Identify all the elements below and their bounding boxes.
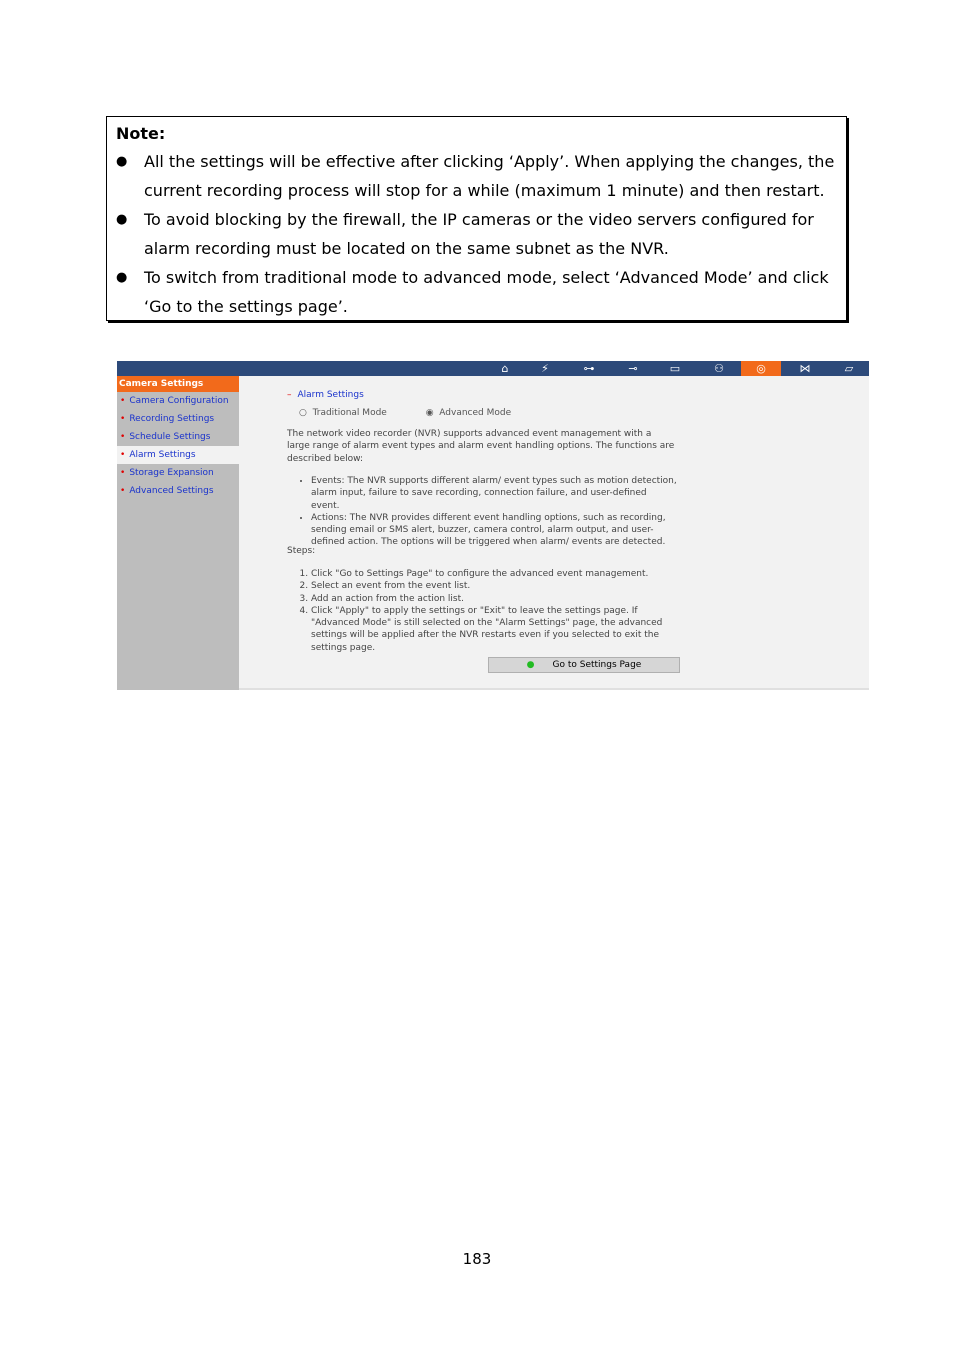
list-item: 1. Click "Go to Settings Page" to configure the advanced event management. bbox=[311, 568, 677, 580]
sidebar-item-storage-expansion[interactable]: • Storage Expansion bbox=[120, 468, 214, 478]
section-title[interactable]: – Alarm Settings bbox=[287, 390, 364, 400]
network-icon[interactable]: ⊶ bbox=[583, 362, 595, 375]
list-item: • Events: The NVR supports different alarm/ event types such as motion detection, alarm input, failure to save recording, connection failure, and user-defined event. bbox=[311, 475, 677, 512]
camera-icon[interactable]: ◎ bbox=[741, 361, 781, 376]
sidebar-item-advanced-settings[interactable]: • Advanced Settings bbox=[120, 486, 214, 496]
page-number: 183 bbox=[462, 1250, 492, 1268]
bullet-icon: ● bbox=[116, 270, 128, 285]
bullet-icon: ● bbox=[116, 154, 128, 169]
bowtie-icon[interactable]: ⋈ bbox=[799, 362, 811, 375]
users-icon[interactable]: ⚇ bbox=[714, 362, 724, 375]
list-item: 2. Select an event from the event list. bbox=[311, 580, 677, 592]
feature-list bbox=[287, 475, 677, 549]
status-dot-icon: ● bbox=[526, 660, 535, 670]
plug-icon[interactable]: ⊸ bbox=[628, 362, 638, 375]
list-item: • Actions: The NVR provides different event handling options, such as recording, sending email or SMS alert, buzzer, camera control, alarm output, and user-defined action. The options will be triggered when alarm/ events are detected. bbox=[311, 512, 677, 549]
bullet-icon: ● bbox=[116, 212, 128, 227]
note-list bbox=[116, 147, 838, 321]
note-item: ● To avoid blocking by the firewall, the IP cameras or the video servers configured for alarm recording must be located on the same subnet as the NVR. bbox=[116, 205, 838, 263]
steps-label: Steps: bbox=[287, 546, 316, 556]
sidebar-item-alarm-settings[interactable]: • Alarm Settings bbox=[117, 446, 239, 464]
divider bbox=[239, 688, 869, 690]
nvr-screenshot bbox=[117, 361, 869, 690]
note-item: ● All the settings will be effective after clicking ‘Apply’. When applying the changes, the current recording process will stop for a while (maximum 1 minute) and then restart. bbox=[116, 147, 838, 205]
sidebar-item-recording-settings[interactable]: • Recording Settings bbox=[120, 414, 215, 424]
steps-list bbox=[287, 568, 677, 654]
list-item: 4. Click "Apply" to apply the settings or "Exit" to leave the settings page. If "Advanced Mode" is still selected on the "Alarm Settings" page, the advanced settings will be applied after the NVR restarts even if you selected to exit the settings page. bbox=[311, 605, 677, 654]
list-item: 3. Add an action from the action list. bbox=[311, 593, 677, 605]
home-icon[interactable]: ⌂ bbox=[501, 362, 509, 375]
go-to-settings-button[interactable]: ● Go to Settings Page bbox=[488, 657, 680, 673]
sidebar bbox=[117, 376, 239, 690]
sidebar-header: Camera Settings bbox=[117, 376, 239, 392]
note-title: Note: bbox=[116, 124, 166, 143]
content-panel bbox=[239, 376, 869, 690]
sidebar-item-schedule-settings[interactable]: • Schedule Settings bbox=[120, 432, 211, 442]
note-item: ● To switch from traditional mode to advanced mode, select ‘Advanced Mode’ and click ‘Go to the settings page’. bbox=[116, 263, 838, 321]
document-icon[interactable]: ▱ bbox=[844, 362, 854, 375]
mode-selector bbox=[299, 408, 547, 418]
lightning-icon[interactable]: ⚡ bbox=[541, 362, 549, 375]
disk-icon[interactable]: ▭ bbox=[669, 362, 681, 375]
note-box bbox=[106, 116, 847, 321]
collapse-icon: – bbox=[287, 390, 292, 400]
intro-text: The network video recorder (NVR) supports advanced event management with a large range of alarm event types and alarm event handling options. The functions are described below: bbox=[287, 429, 675, 464]
radio-traditional-mode[interactable]: ○ Traditional Mode bbox=[299, 408, 387, 418]
sidebar-item-camera-configuration[interactable]: • Camera Configuration bbox=[120, 396, 229, 406]
radio-advanced-mode[interactable]: ◉ Advanced Mode bbox=[425, 408, 512, 418]
top-toolbar bbox=[117, 361, 869, 376]
